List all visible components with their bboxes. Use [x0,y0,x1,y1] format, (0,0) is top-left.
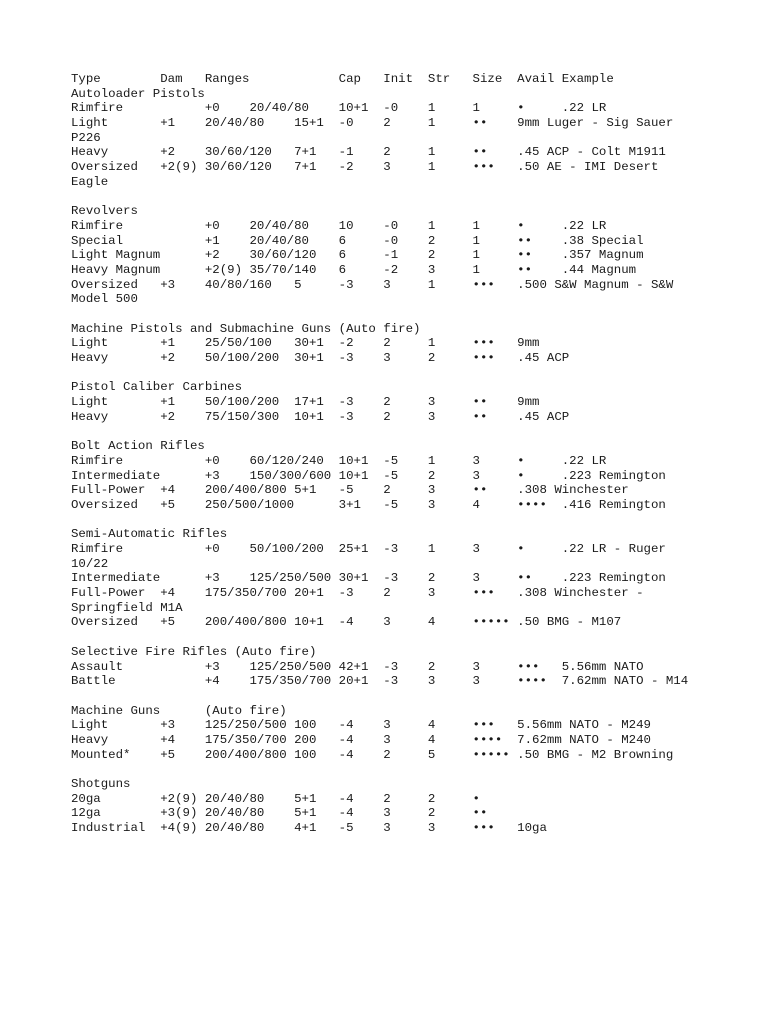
blank-line [71,425,751,440]
text-line: Rimfire +0 20/40/80 10+1 -0 1 1 • .22 LR [71,101,607,116]
text-line: Machine Guns (Auto fire) [71,703,287,718]
blank-line [71,190,751,205]
text-line: Oversized +5 250/500/1000 3+1 -5 3 4 •••• .416 Remington [71,497,666,512]
weapons-table-document [71,72,751,836]
text-line: Special +1 20/40/80 6 -0 2 1 •• .38 Special [71,233,644,248]
text-line: Heavy +2 30/60/120 7+1 -1 2 1 •• .45 ACP - Colt M1911 [71,145,666,160]
table-header-line: Type Dam Ranges Cap Init Str Size Avail Example [71,72,614,86]
blank-line [71,366,751,381]
text-line: Light +1 25/50/100 30+1 -2 2 1 ••• 9mm [71,336,540,351]
text-line: Eagle [71,174,109,189]
blank-line [71,689,751,704]
text-line: Springfield M1A [71,600,183,615]
text-line: Heavy +4 175/350/700 200 -4 3 4 •••• 7.62mm NATO - M240 [71,732,651,747]
text-line: Rimfire +0 20/40/80 10 -0 1 1 • .22 LR [71,218,607,233]
text-line: Revolvers [71,204,138,219]
text-line: Heavy +2 50/100/200 30+1 -3 3 2 ••• .45 ACP [71,351,570,366]
text-line: Light +3 125/250/500 100 -4 3 4 ••• 5.56mm NATO - M249 [71,718,651,733]
text-line: Full-Power +4 200/400/800 5+1 -5 2 3 •• .308 Winchester [71,483,629,498]
text-line: Oversized +5 200/400/800 10+1 -4 3 4 ••••• .50 BMG - M107 [71,615,622,630]
text-line: Semi-Automatic Rifles [71,527,228,542]
blank-line [71,307,751,322]
text-line: Model 500 [71,292,138,307]
text-line: Selective Fire Rifles (Auto fire) [71,644,317,659]
text-line: Heavy +2 75/150/300 10+1 -3 2 3 •• .45 ACP [71,409,570,424]
text-line: Oversized +3 40/80/160 5 -3 3 1 ••• .500 S&W Magnum - S&W [71,277,674,292]
text-line: Pistol Caliber Carbines [71,380,243,395]
blank-line [71,630,751,645]
text-line: Mounted* +5 200/400/800 100 -4 2 5 ••••• .50 BMG - M2 Browning [71,747,674,762]
blank-line [71,513,751,528]
text-line: Battle +4 175/350/700 20+1 -3 3 3 •••• 7.62mm NATO - M14 [71,674,689,689]
text-line: Full-Power +4 175/350/700 20+1 -3 2 3 ••• .308 Winchester - [71,586,644,601]
blank-line [71,762,751,777]
text-line: Autoloader Pistols [71,86,205,101]
text-line: Assault +3 125/250/500 42+1 -3 2 3 ••• 5.56mm NATO [71,659,644,674]
text-line: 12ga +3(9) 20/40/80 5+1 -4 3 2 •• [71,806,488,821]
text-line: 10/22 [71,556,109,571]
text-line: Light +1 50/100/200 17+1 -3 2 3 •• 9mm [71,395,540,410]
text-line: Oversized +2(9) 30/60/120 7+1 -2 3 1 ••• .50 AE - IMI Desert [71,160,659,175]
text-line: Intermediate +3 150/300/600 10+1 -5 2 3 • .223 Remington [71,468,666,483]
text-line: Light Magnum +2 30/60/120 6 -1 2 1 •• .357 Magnum [71,248,644,263]
text-line: P226 [71,130,101,145]
text-line: Light +1 20/40/80 15+1 -0 2 1 •• 9mm Luger - Sig Sauer [71,116,674,131]
text-line: Shotguns [71,777,131,791]
text-line: Industrial +4(9) 20/40/80 4+1 -5 3 3 ••• 10ga [71,821,547,836]
text-line: Intermediate +3 125/250/500 30+1 -3 2 3 •• .223 Remington [71,571,666,586]
text-line: Bolt Action Rifles [71,439,205,454]
text-line: 20ga +2(9) 20/40/80 5+1 -4 2 2 • [71,791,480,806]
text-line: Heavy Magnum +2(9) 35/70/140 6 -2 3 1 •• .44 Magnum [71,262,637,277]
text-line: Rimfire +0 50/100/200 25+1 -3 1 3 • .22 LR - Ruger [71,542,666,556]
text-line: Rimfire +0 60/120/240 10+1 -5 1 3 • .22 LR [71,453,607,468]
text-line: Machine Pistols and Submachine Guns (Auto fire) [71,321,421,336]
